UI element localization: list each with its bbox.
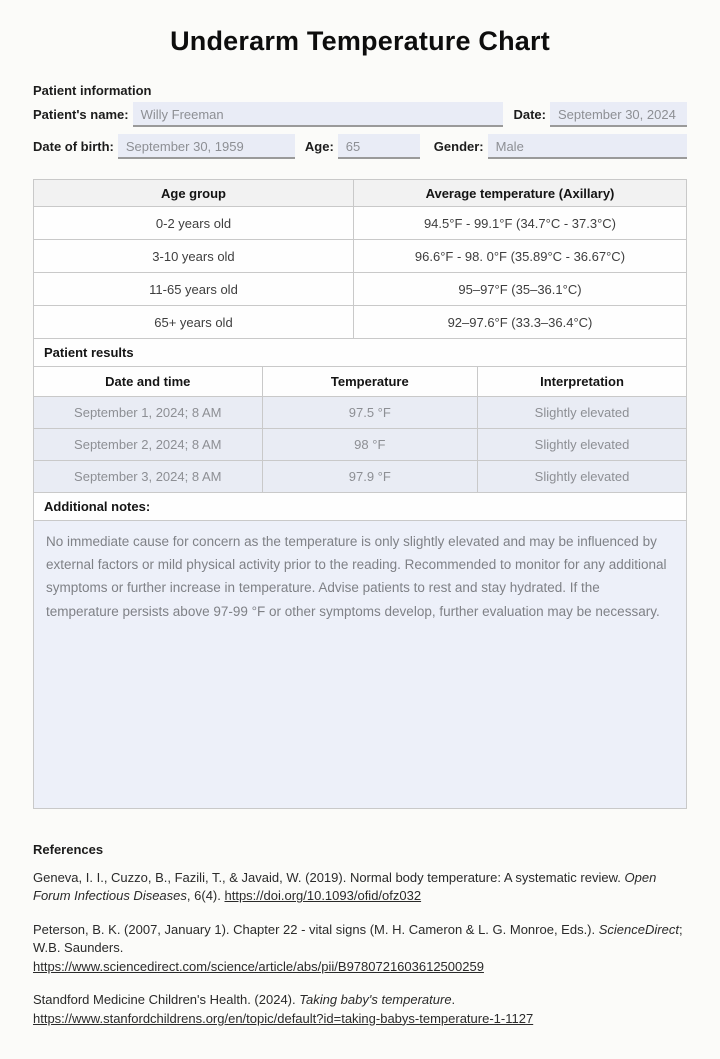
- reference-item: [33, 991, 687, 1028]
- patient-information-section: [33, 83, 687, 159]
- age-table-header-row: [34, 180, 687, 207]
- age-group-cell: 65+ years old: [34, 306, 354, 339]
- reference-text: ; W.B. Saunders.: [33, 921, 683, 956]
- age-group-column-header: Age group: [34, 180, 354, 207]
- average-temperature-column-header: Average temperature (Axillary): [353, 180, 686, 207]
- age-group-cell: 11-65 years old: [34, 273, 354, 306]
- page-title: Underarm Temperature Chart: [170, 26, 550, 56]
- patient-dob-row: [33, 134, 687, 159]
- avg-temperature-cell: 92–97.6°F (33.3–36.4°C): [353, 306, 686, 339]
- temperature-cell: 97.9 °F: [262, 461, 477, 493]
- age-field[interactable]: 65: [338, 134, 420, 159]
- interpretation-cell: Slightly elevated: [478, 429, 687, 461]
- references-section: [33, 842, 687, 1028]
- table-row: [34, 207, 687, 240]
- interpretation-cell: Slightly elevated: [478, 461, 687, 493]
- patient-results-heading: Patient results: [33, 338, 687, 367]
- reference-text: Standford Medicine Children's Health. (2024).: [33, 992, 300, 1008]
- avg-temperature-cell: 96.6°F - 98. 0°F (35.89°C - 36.67°C): [353, 240, 686, 273]
- gender-field[interactable]: Male: [488, 134, 687, 159]
- reference-link[interactable]: https://doi.org/10.1093/ofid/ofz032: [224, 888, 422, 904]
- patient-name-row: [33, 102, 687, 127]
- age-group-cell: 3-10 years old: [34, 240, 354, 273]
- references-heading: References: [33, 842, 104, 857]
- reference-link[interactable]: https://www.stanfordchildrens.org/en/topic/default?id=taking-babys-temperature-1-1127: [33, 1010, 534, 1026]
- table-row: [34, 273, 687, 306]
- table-row: [34, 429, 687, 461]
- table-row: [34, 397, 687, 429]
- patient-name-label: Patient's name:: [33, 107, 129, 122]
- dob-label: Date of birth:: [33, 139, 114, 154]
- date-time-cell: September 1, 2024; 8 AM: [34, 397, 263, 429]
- reference-link[interactable]: https://www.sciencedirect.com/science/article/abs/pii/B9780721603612500259: [33, 958, 484, 974]
- table-row: [34, 306, 687, 339]
- reference-item: [33, 869, 687, 906]
- gender-label: Gender:: [433, 139, 484, 154]
- patient-results-table: [33, 366, 687, 493]
- reference-text: .: [451, 992, 456, 1008]
- reference-journal: Open Forum Infectious Diseases: [33, 870, 657, 904]
- patient-information-heading: Patient information: [33, 83, 152, 98]
- patient-name-field[interactable]: Willy Freeman: [133, 102, 504, 127]
- date-time-cell: September 3, 2024; 8 AM: [34, 461, 263, 493]
- avg-temperature-cell: 95–97°F (35–36.1°C): [353, 273, 686, 306]
- date-time-column-header: Date and time: [34, 367, 263, 397]
- reference-text: Geneva, I. I., Cuzzo, B., Fazili, T., & Javaid, W. (2019). Normal body temperature: A systematic review.: [33, 870, 625, 885]
- additional-notes-field[interactable]: [33, 520, 687, 809]
- table-row: [34, 461, 687, 493]
- temperature-cell: 98 °F: [262, 429, 477, 461]
- interpretation-cell: Slightly elevated: [478, 397, 687, 429]
- age-reference-table: [33, 179, 687, 339]
- reference-text: , 6(4).: [186, 888, 225, 904]
- temperature-column-header: Temperature: [262, 367, 477, 397]
- additional-notes-text: No immediate cause for concern as the temperature is only slightly elevated and may be influenced by external factors or mild physical activity prior to the reading. Recommended to monitor for any additional symptoms or further increase in temperature. Advise patients to rest and stay hydrated. If the temperature persists above 97-99 °F or other symptoms develop, further evaluation may be necessary.: [46, 534, 667, 619]
- temperature-cell: 97.5 °F: [262, 397, 477, 429]
- age-label: Age:: [304, 139, 334, 154]
- results-header-row: [34, 367, 687, 397]
- avg-temperature-cell: 94.5°F - 99.1°F (34.7°C - 37.3°C): [353, 207, 686, 240]
- dob-field[interactable]: September 30, 1959: [118, 134, 295, 159]
- interpretation-column-header: Interpretation: [478, 367, 687, 397]
- reference-text: Peterson, B. K. (2007, January 1). Chapter 22 - vital signs (M. H. Cameron & L. G. Monroe, Eds.).: [33, 921, 599, 937]
- age-group-cell: 0-2 years old: [34, 207, 354, 240]
- date-field[interactable]: September 30, 2024: [550, 102, 687, 127]
- date-label: Date:: [513, 107, 546, 122]
- table-row: [34, 240, 687, 273]
- reference-journal: Taking baby's temperature: [299, 992, 452, 1008]
- reference-journal: ScienceDirect: [598, 921, 679, 937]
- additional-notes-heading: Additional notes:: [33, 492, 687, 521]
- date-time-cell: September 2, 2024; 8 AM: [34, 429, 263, 461]
- reference-item: [33, 921, 687, 976]
